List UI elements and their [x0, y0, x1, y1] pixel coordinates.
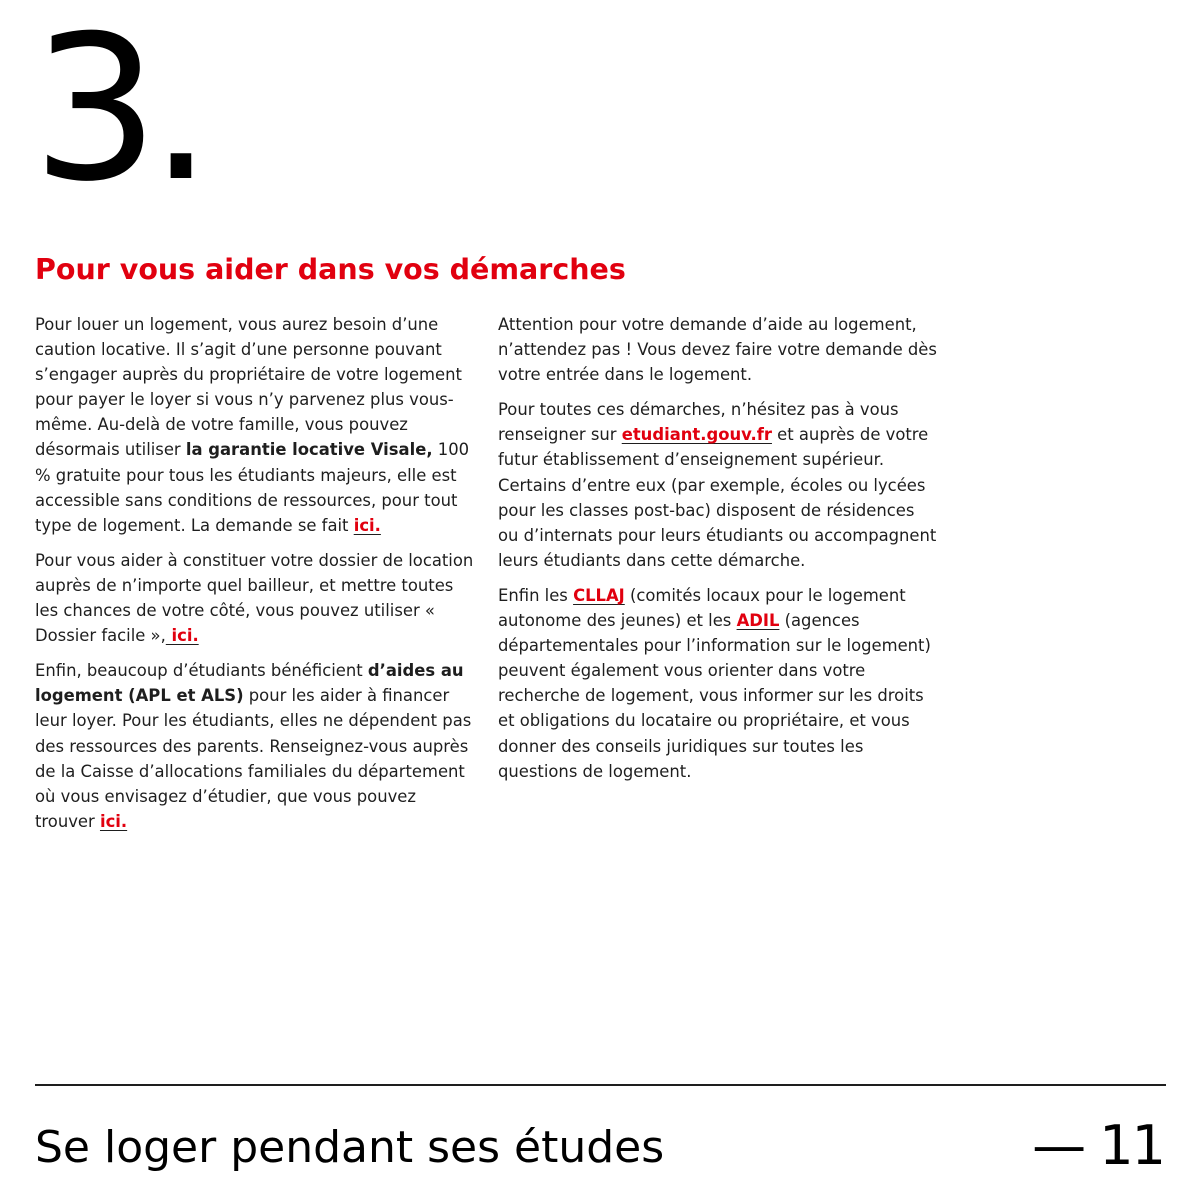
paragraph-attention [498, 312, 938, 387]
text-span: Pour louer un logement, vous aurez besoin d’une caution locative. Il s’agit d’une personne pouvant s’engager auprès du propriétaire de votre logement pour payer le loyer si vous n’y parvenez plus vous-même. Au-delà de votre famille, vous pouvez désormais utiliser [35, 315, 462, 460]
text-span: (comités locaux pour le logement autonome des jeunes) et les [498, 585, 906, 631]
bold-visale: la garantie locative Visale, [185, 440, 433, 460]
footer-divider [35, 1084, 1166, 1086]
cllaj-link[interactable]: CLLAJ [573, 585, 625, 605]
dossier-facile-link[interactable]: ici. [165, 626, 199, 646]
etudiant-gouv-link[interactable]: etudiant.gouv.fr [621, 425, 772, 445]
bold-apl-als: d’aides au logement (APL et ALS) [35, 661, 464, 706]
paragraph-dossier-facile [35, 548, 480, 648]
text-span: Enfin, beaucoup d’étudiants bénéficient [35, 661, 368, 681]
text-span: et auprès de votre futur établissement d’enseignement supérieur. Certains d’entre eux (par exemple, écoles ou lycées pour les classes post-bac) disposent de résidences ou d’internats pour leurs étudiants ou accompagnent leurs étudiants dans cette démarche. [498, 425, 937, 570]
section-title: Pour vous aider dans vos démarches [35, 253, 626, 286]
text-span: Attention pour votre demande d’aide au logement, n’attendez pas ! Vous devez faire votre demande dès votre entrée dans le logement. [498, 315, 937, 385]
right-column [498, 312, 938, 794]
text-span: Pour toutes ces démarches, n’hésitez pas à vous renseigner sur [498, 400, 899, 445]
paragraph-caution [35, 312, 480, 538]
left-column [35, 312, 480, 844]
paragraph-cllaj-adil [498, 583, 938, 784]
adil-link[interactable]: ADIL [736, 611, 780, 631]
footer-title: Se loger pendant ses études [35, 1122, 665, 1173]
text-span: (agences départementales pour l’information sur le logement) peuvent également vous orienter dans votre recherche de logement, vous informer sur les droits et obligations du locataire ou propriétaire, et vous donner des conseils juridiques sur toutes les questions de logement. [498, 611, 931, 781]
text-span: Enfin les [498, 585, 574, 605]
chapter-number: 3. [32, 0, 203, 226]
text-span: 100 % gratuite pour tous les étudiants majeurs, elle est accessible sans conditions de ressources, pour tout type de logement. La demande se fait [35, 440, 470, 535]
visale-link[interactable]: ici. [353, 515, 381, 535]
text-span: Pour vous aider à constituer votre dossier de location auprès de n’importe quel bailleur, et mettre toutes les chances de votre côté, vous pouvez utiliser « Dossier facile », [35, 550, 474, 646]
page-number: — 11 [1032, 1114, 1164, 1177]
paragraph-aides-logement [35, 658, 480, 834]
text-span: pour les aider à financer leur loyer. Pour les étudiants, elles ne dépendent pas des ressources des parents. Renseignez-vous auprès de la Caisse d’allocations familiales du département où vous envisagez d’étudier, que vous pouvez trouver [35, 686, 472, 831]
paragraph-demarches [498, 397, 938, 573]
caf-link[interactable]: ici. [99, 811, 128, 831]
